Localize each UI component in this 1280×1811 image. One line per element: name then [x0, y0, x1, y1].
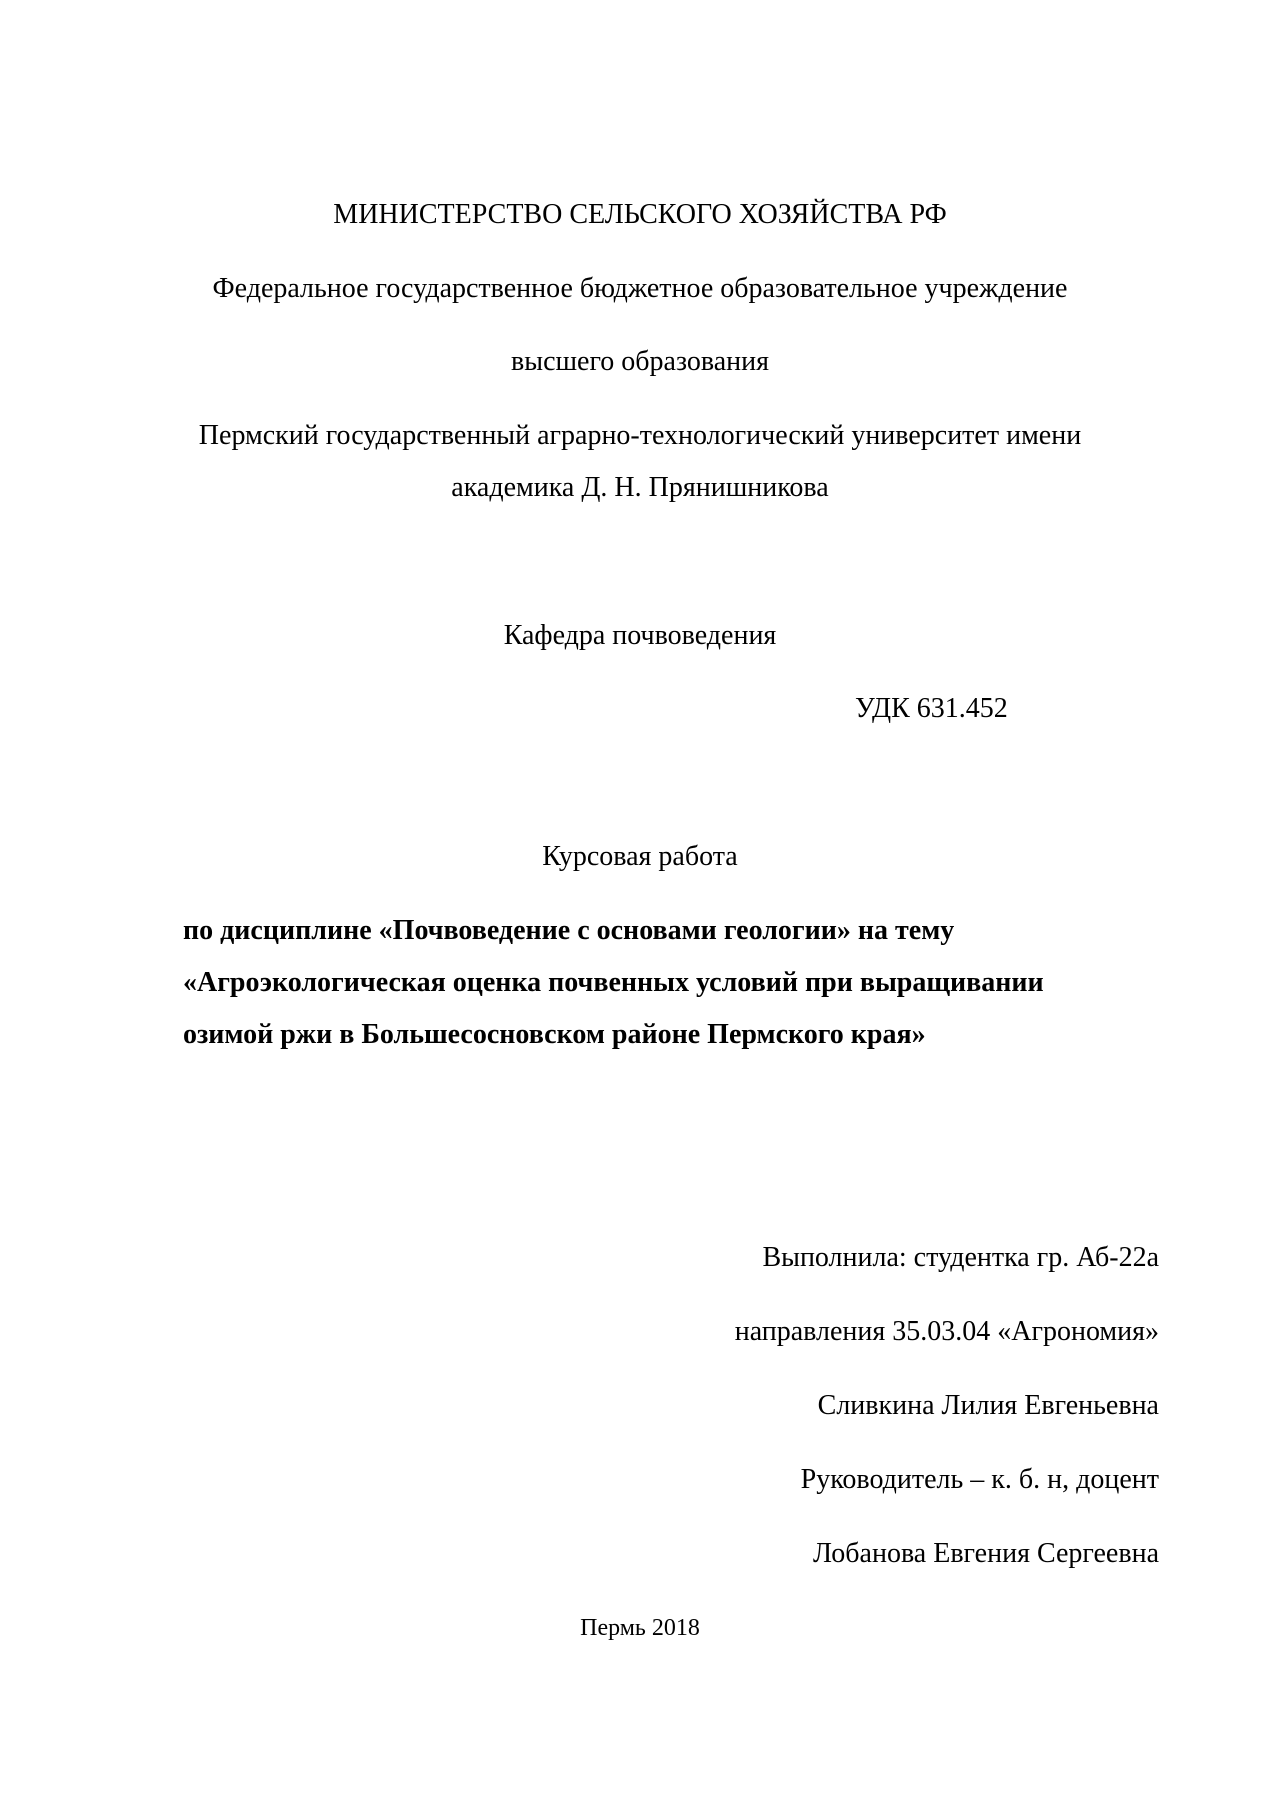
city-year: Пермь 2018: [580, 1615, 700, 1641]
udc-code: УДК 631.452: [855, 693, 1008, 724]
work-type: Курсовая работа: [542, 841, 738, 872]
education-level: высшего образования: [511, 346, 769, 377]
work-title-line3: озимой ржи в Большесосновском районе Пермского края»: [183, 1019, 926, 1050]
university-name-line1: Пермский государственный аграрно-технологический университет имени: [198, 420, 1082, 451]
supervisor-name: Лобанова Евгения Сергеевна: [813, 1538, 1159, 1569]
ministry-heading: МИНИСТЕРСТВО СЕЛЬСКОГО ХОЗЯЙСТВА РФ: [333, 199, 947, 230]
supervisor-role: Руководитель – к. б. н, доцент: [800, 1464, 1159, 1495]
work-title-line1: по дисциплине «Почвоведение с основами геологии» на тему: [183, 915, 955, 946]
university-name-line2: академика Д. Н. Прянишникова: [451, 472, 829, 503]
department-name: Кафедра почвоведения: [503, 620, 777, 651]
author-name: Сливкина Лилия Евгеньевна: [817, 1390, 1159, 1421]
author-direction: направления 35.03.04 «Агрономия»: [734, 1316, 1159, 1347]
institution-type: Федеральное государственное бюджетное образовательное учреждение: [212, 273, 1068, 304]
work-title-line2: «Агроэкологическая оценка почвенных условий при выращивании: [183, 967, 1044, 998]
author-performed-by: Выполнила: студентка гр. Аб-22а: [762, 1242, 1159, 1273]
